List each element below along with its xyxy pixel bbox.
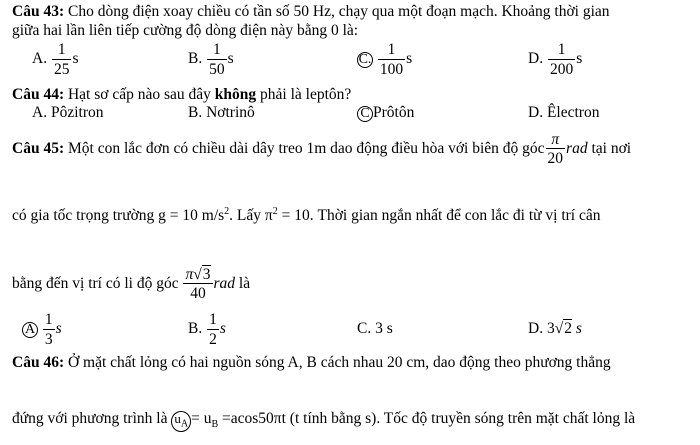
option-text: Pôzitron xyxy=(50,104,104,121)
q43-line2 xyxy=(12,22,358,40)
selected-answer-circle: A xyxy=(22,322,38,338)
q46-text-2b: = u xyxy=(191,410,212,427)
q45-text-1-end: tại nơi xyxy=(591,140,632,157)
q46-text-2c: =acos50πt (t tính bằng s). Tốc độ truyền sóng trên mặt chất lỏng là xyxy=(218,410,636,427)
fraction: $\frac{1}{25}$ xyxy=(53,41,70,78)
unit: s xyxy=(575,320,582,337)
selected-answer-circle: C xyxy=(357,106,373,122)
superscript: 2 xyxy=(272,206,278,217)
unit: s xyxy=(72,50,79,68)
q43-option-d[interactable] xyxy=(528,42,582,77)
q45-option-b[interactable] xyxy=(188,312,226,347)
q45-line2 xyxy=(12,206,601,225)
q45-option-c[interactable] xyxy=(357,320,393,338)
unit: s xyxy=(406,50,413,68)
option-text: Êlectron xyxy=(546,104,600,121)
fraction: $\frac{1}{100}$ xyxy=(379,41,404,78)
q43-option-a[interactable] xyxy=(32,42,79,77)
option-text: Prôtôn xyxy=(373,104,415,121)
option-letter: D. xyxy=(528,50,544,68)
q44-option-a[interactable] xyxy=(32,104,103,122)
q43-text-2: giữa hai lần liên tiếp cường độ dòng điện này bằng 0 là: xyxy=(12,22,359,39)
q45-line3 xyxy=(12,260,250,308)
q46-label: Câu 46: xyxy=(12,354,65,371)
option-letter: B. xyxy=(188,50,203,68)
coefficient: 3 xyxy=(546,320,555,337)
q45-text-3-end: là xyxy=(238,275,251,292)
q43-option-c[interactable] xyxy=(357,42,412,77)
q45-text-3: bằng đến vị trí có li độ góc xyxy=(12,275,179,292)
q45-option-a[interactable] xyxy=(22,312,62,347)
q43-label: Câu 43: xyxy=(12,3,65,20)
option-text: Nơtrinô xyxy=(206,104,255,121)
q45-text-2c: = 10. Thời gian ngắn nhất để con lắc đi từ vị trí cân xyxy=(277,207,601,225)
option-letter: A. xyxy=(32,50,48,68)
selected-answer-circle: $u_A$ xyxy=(171,411,191,432)
q43-line1 xyxy=(12,3,610,21)
option-text: 3 s xyxy=(375,320,393,337)
q45-text-2a: có gia tốc trọng trường g = 10 m/s xyxy=(12,207,225,225)
option-letter: C. xyxy=(357,320,372,337)
q45-line1 xyxy=(12,125,631,173)
q46-line1 xyxy=(12,354,611,372)
q45-text-2b: . Lấy π xyxy=(229,207,273,225)
q44-option-c[interactable] xyxy=(357,104,414,122)
unit: s xyxy=(576,50,583,68)
q44-option-d[interactable] xyxy=(528,104,599,122)
option-letter: B. xyxy=(188,104,203,121)
unit: s xyxy=(219,320,226,338)
q44-text-b: phải là leptôn? xyxy=(260,86,352,103)
q46-text-1: Ở mặt chất lỏng có hai nguồn sóng A, B cách nhau 20 cm, dao động theo phương thẳng xyxy=(67,354,611,371)
q45-label: Câu 45: xyxy=(12,140,65,157)
q44-text-bold: không xyxy=(214,86,257,103)
amplitude-unit: rad xyxy=(566,140,588,157)
q44-option-b[interactable] xyxy=(188,104,255,122)
fraction: $\frac{1}{2}$ xyxy=(209,311,217,348)
fraction: $\frac{1}{3}$ xyxy=(44,311,53,348)
q44-text-a: Hạt sơ cấp nào sau đây xyxy=(67,86,211,103)
q44-label: Câu 44: xyxy=(12,86,65,103)
option-letter: D. xyxy=(528,320,544,337)
q46-text-2a: đứng với phương trình là xyxy=(12,410,168,427)
q46-line2 xyxy=(12,410,635,432)
sqrt-value: 2 xyxy=(564,320,572,337)
fraction: $\frac{1}{200}$ xyxy=(549,41,574,78)
q45-text-1: Một con lắc đơn có chiều dài dây treo 1m dao động điều hòa với biên độ góc xyxy=(67,140,545,157)
subscript: B xyxy=(211,419,219,431)
selected-answer-circle: C. xyxy=(358,52,372,68)
q45-option-d[interactable]: D. 3√2 s xyxy=(528,320,582,337)
superscript: 2 xyxy=(224,206,230,217)
li-do-unit: rad xyxy=(213,275,236,292)
q43-option-b[interactable] xyxy=(188,42,234,77)
amplitude-fraction: $\frac{\pi}{20}$ xyxy=(547,130,564,168)
unit: s xyxy=(55,320,62,338)
li-do-fraction: $\frac{\pi√3}{40}$ xyxy=(185,265,211,303)
q43-text-1: Cho dòng điện xoay chiều có tần số 50 Hz, chạy qua một đoạn mạch. Khoảng thời gian xyxy=(67,3,610,20)
option-letter: A. xyxy=(32,104,48,121)
option-letter: D. xyxy=(528,104,544,121)
unit: s xyxy=(227,50,234,68)
fraction: $\frac{1}{50}$ xyxy=(209,41,225,78)
option-letter: B. xyxy=(188,320,203,338)
q44-line xyxy=(12,86,351,104)
